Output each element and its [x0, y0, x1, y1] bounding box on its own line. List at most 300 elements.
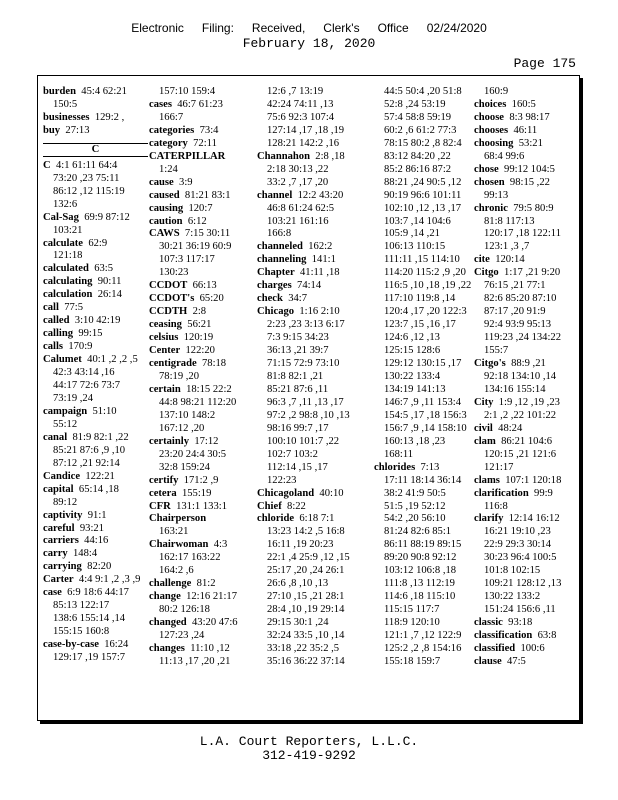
index-refs: 12:16 21:17 [186, 591, 237, 603]
index-continuation: 42:3 43:14 ,16 [53, 367, 115, 379]
index-term: carrying [43, 561, 82, 573]
index-entry [257, 190, 365, 203]
footer-company: L.A. Court Reporters, L.L.C. [199, 734, 419, 749]
index-term: cases [149, 98, 172, 110]
index-continuation: 86:12 ,12 115:19 [53, 185, 125, 197]
index-continuation: 30:21 36:19 60:9 [159, 241, 232, 253]
index-entry [474, 513, 576, 526]
index-term: calling [43, 328, 74, 340]
index-continuation: 164:2 ,6 [159, 565, 194, 577]
index-entry [149, 190, 249, 203]
index-refs: 56:21 [187, 319, 212, 331]
index-refs: 11:10 ,12 [190, 642, 230, 654]
index-continuation: 17:11 18:14 36:14 [384, 474, 462, 486]
index-continuation: 82:6 85:20 87:10 [484, 293, 557, 305]
index-continuation: 125:2 ,2 ,8 154:16 [384, 642, 462, 654]
index-continuation: 89:12 [53, 496, 78, 508]
index-continuation: 156:7 ,9 ,14 158:10 [384, 422, 467, 434]
index-refs: 46:7 61:23 [177, 98, 223, 110]
index-entry [149, 138, 249, 151]
index-refs: 88:9 ,21 [511, 358, 546, 370]
index-refs: 8:3 98:17 [509, 111, 550, 123]
index-continuation: 30:23 96:4 100:5 [484, 552, 557, 564]
index-continuation: 60:2 ,6 61:2 77:3 [384, 124, 457, 136]
index-entry [149, 617, 249, 630]
index-term: certain [149, 383, 181, 395]
index-term: Cal-Sag [43, 211, 79, 223]
index-continuation: 121:18 [53, 250, 83, 262]
index-entry [474, 397, 576, 410]
index-term: caution [149, 215, 183, 227]
index-entry [257, 306, 365, 319]
index-continuation: 105:9 ,14 ,21 [384, 228, 440, 240]
index-entry [149, 643, 249, 656]
index-term: cite [474, 254, 490, 266]
index-term: choosing [474, 137, 514, 149]
index-term: clams [474, 474, 500, 486]
index-entry [43, 86, 146, 99]
index-continuation: 111:11 ,15 114:10 [384, 254, 460, 266]
index-column-2 [149, 86, 249, 669]
index-continuation: 163:21 [159, 526, 189, 538]
index-continuation: 36:13 ,21 39:7 [267, 345, 329, 357]
index-continuation: 154:5 ,17 ,18 156:3 [384, 409, 467, 421]
index-term: carry [43, 548, 68, 560]
index-entry [149, 591, 249, 604]
stamp-word: Filing: [201, 21, 234, 35]
index-refs: 46:11 [513, 124, 538, 136]
index-continuation: 168:11 [384, 448, 414, 460]
index-term: classic [474, 617, 503, 629]
index-continuation: 115:15 117:7 [384, 604, 440, 616]
index-continuation: 51:5 ,19 52:12 [384, 500, 446, 512]
index-refs: 120:14 [495, 254, 525, 266]
index-continuation: 116:8 [484, 500, 508, 512]
index-continuation: 162:17 163:22 [159, 552, 221, 564]
index-entry [43, 212, 146, 225]
index-continuation: 129:17 ,19 157:7 [53, 652, 126, 664]
index-refs: 4:1 61:11 64:4 [55, 159, 118, 171]
index-term: changes [149, 642, 185, 654]
index-term: caused [149, 189, 180, 201]
index-continuation: 120:17 ,18 122:11 [484, 228, 562, 240]
index-entry [43, 160, 146, 173]
index-entry [43, 238, 146, 251]
index-term: chlorides [374, 461, 416, 473]
index-continuation: 121:1 ,7 ,12 122:9 [384, 630, 462, 642]
index-term: choose [474, 111, 505, 123]
index-continuation: 13:23 14:2 ,5 16:8 [267, 526, 345, 538]
index-refs: 99:15 [78, 328, 103, 340]
index-entry [149, 578, 249, 591]
index-refs: 81:2 [196, 578, 216, 590]
filing-date: February 18, 2020 [242, 36, 376, 51]
index-term: calculating [43, 276, 93, 288]
index-refs: 120:19 [183, 332, 214, 344]
index-refs: 47:5 [506, 655, 526, 667]
page-number: Page 175 [513, 56, 576, 71]
index-entry [474, 164, 576, 177]
index-continuation: 2:18 30:13 ,22 [267, 163, 329, 175]
index-continuation: 130:22 133:2 [484, 591, 541, 603]
index-refs: 12:2 43:20 [297, 189, 344, 201]
index-entry [474, 177, 576, 190]
index-continuation: 11:13 ,17 ,20 ,21 [159, 655, 231, 667]
index-refs: 171:2 ,9 [183, 474, 219, 486]
index-entry [43, 561, 146, 574]
index-refs: 86:21 104:6 [501, 435, 552, 447]
index-term: calls [43, 341, 64, 353]
index-refs: 148:4 [73, 548, 98, 560]
index-term: clarification [474, 487, 529, 499]
index-entry [474, 358, 576, 371]
index-refs: 170:9 [68, 341, 93, 353]
index-continuation: 117:10 119:8 ,14 [384, 293, 456, 305]
index-refs: 77:5 [64, 302, 84, 314]
index-term: clarify [474, 513, 504, 525]
index-term: category [149, 137, 188, 149]
index-entry [149, 475, 249, 488]
index-entry [474, 112, 576, 125]
index-refs: 65:20 [199, 293, 224, 305]
index-term: choices [474, 98, 507, 110]
index-term: Citgo's [474, 358, 506, 370]
index-continuation: 114:6 ,18 115:10 [384, 591, 456, 603]
index-entry [43, 328, 146, 341]
index-entry [43, 263, 146, 276]
index-entry [149, 501, 249, 514]
index-refs: 3:9 [179, 176, 193, 188]
index-continuation: 155:7 [484, 345, 509, 357]
index-continuation: 160:9 [484, 86, 509, 97]
index-continuation: 103:21 [53, 224, 83, 236]
index-term: Chicago [257, 306, 295, 318]
index-term: CCDOT's [149, 293, 195, 305]
index-continuation: 89:20 90:8 92:12 [384, 552, 457, 564]
index-entry [257, 280, 365, 293]
index-continuation: 88:21 ,24 90:5 ,12 [384, 176, 462, 188]
index-entry [149, 216, 249, 229]
index-continuation: 85:13 122:17 [53, 600, 110, 612]
index-entry [474, 643, 576, 656]
index-column-1 [43, 86, 146, 665]
index-refs: 131:1 133:1 [176, 500, 227, 512]
index-continuation: 102:10 ,12 ,13 ,17 [384, 202, 462, 214]
index-continuation: 35:16 36:22 37:14 [267, 655, 345, 667]
index-entry [149, 280, 249, 293]
index-term: City [474, 396, 494, 408]
index-term: certify [149, 474, 179, 486]
index-continuation: 1:24 [159, 163, 178, 175]
stamp-word: Received, [251, 21, 306, 35]
index-continuation: 68:4 99:6 [484, 150, 525, 162]
index-continuation: 16:21 19:10 ,23 [484, 526, 551, 538]
index-refs: 99:9 [534, 487, 553, 499]
index-continuation: 57:4 58:8 59:19 [384, 111, 452, 123]
index-continuation: 127:23 ,24 [159, 630, 205, 642]
index-continuation: 92:18 134:10 ,14 [484, 370, 557, 382]
index-continuation: 157:10 159:4 [159, 86, 216, 97]
index-refs: 3:10 42:19 [74, 315, 121, 327]
index-continuation: 121:17 [484, 461, 514, 473]
index-term: carriers [43, 535, 79, 547]
index-entry [474, 475, 576, 488]
index-refs: 43:20 47:6 [191, 617, 238, 629]
index-continuation: 22:9 29:3 30:14 [484, 539, 552, 551]
index-term: cause [149, 176, 174, 188]
index-refs: 73:4 [199, 124, 219, 136]
index-continuation: 98:16 99:7 ,17 [267, 422, 329, 434]
index-continuation: 132:6 [53, 198, 78, 210]
index-term: buy [43, 124, 61, 136]
index-entry [374, 462, 474, 475]
index-refs: 6:18 7:1 [299, 513, 335, 525]
index-continuation: 87:12 ,21 92:14 [53, 457, 120, 469]
index-entry [257, 241, 365, 254]
index-term: CATERPILLAR [149, 150, 226, 162]
index-refs: 4:4 9:1 ,2 ,3 ,9 [78, 574, 141, 586]
index-continuation: 103:7 ,14 104:6 [384, 215, 451, 227]
index-refs: 63:8 [537, 630, 557, 642]
index-continuation: 92:4 93:9 95:13 [484, 319, 552, 331]
index-entry [474, 267, 576, 280]
index-continuation: 116:5 ,10 ,18 ,19 ,22 [384, 280, 472, 292]
index-term: challenge [149, 578, 192, 590]
index-continuation: 124:6 ,12 ,13 [384, 332, 440, 344]
index-entry [149, 345, 249, 358]
index-refs: 65:14 ,18 [78, 483, 119, 495]
index-continuation: 128:21 142:2 ,16 [267, 137, 340, 149]
index-continuation: 118:9 120:10 [384, 617, 440, 629]
index-continuation: 90:19 96:6 101:11 [384, 189, 462, 201]
index-continuation: 81:8 117:13 [484, 215, 535, 227]
index-continuation: 73:20 ,23 75:11 [53, 172, 120, 184]
index-term: Citgo [474, 267, 499, 279]
index-term: called [43, 315, 70, 327]
index-continuation: 52:8 ,24 53:19 [384, 98, 446, 110]
index-continuation: 155:18 159:7 [384, 655, 441, 667]
index-refs: 66:13 [192, 280, 217, 292]
index-term: Center [149, 345, 181, 357]
index-refs: 69:9 87:12 [84, 211, 130, 223]
index-term: Channahon [257, 150, 310, 162]
index-term: channeled [257, 241, 303, 253]
index-term: Chief [257, 500, 282, 512]
index-continuation: 42:24 74:11 ,13 [267, 98, 334, 110]
index-continuation: 107:3 117:17 [159, 254, 215, 266]
index-refs: 2:8 [192, 306, 207, 318]
index-continuation: 81:8 82:1 ,21 [267, 370, 324, 382]
index-refs: 7:13 [420, 461, 440, 473]
index-refs: 63:5 [94, 263, 114, 275]
index-refs: 78:18 [201, 358, 227, 370]
index-term: chose [474, 163, 499, 175]
index-refs: 120:7 [188, 202, 213, 214]
index-entry [149, 513, 249, 526]
index-continuation: 28:4 ,10 ,19 29:14 [267, 604, 345, 616]
index-entry [257, 488, 365, 501]
index-entry [149, 539, 249, 552]
index-entry [149, 125, 249, 138]
index-continuation: 138:6 155:14 ,14 [53, 613, 126, 625]
index-term: change [149, 591, 181, 603]
index-refs: 100:6 [520, 642, 545, 654]
index-term: classified [474, 642, 516, 654]
index-continuation: 73:19 ,24 [53, 392, 94, 404]
index-continuation: 7:3 9:15 34:23 [267, 332, 329, 344]
index-term: case-by-case [43, 639, 99, 651]
index-term: causing [149, 202, 184, 214]
index-continuation: 112:14 ,15 ,17 [267, 461, 328, 473]
index-refs: 1:9 ,12 ,19 ,23 [498, 396, 560, 408]
index-entry [257, 151, 365, 164]
index-continuation: 33:18 ,22 35:2 ,5 [267, 642, 340, 654]
index-continuation: 23:20 24:4 30:5 [159, 448, 227, 460]
section-letter: C [43, 143, 148, 157]
index-term: burden [43, 86, 76, 97]
index-term: calculation [43, 289, 93, 301]
index-entry [149, 319, 249, 332]
index-entry [474, 617, 576, 630]
index-entry [149, 228, 249, 241]
index-entry [474, 125, 576, 138]
index-refs: 155:19 [181, 487, 212, 499]
index-refs: 8:22 [287, 500, 306, 512]
index-term: chosen [474, 176, 505, 188]
index-term: CAWS [149, 228, 180, 240]
index-entry [149, 306, 249, 319]
index-entry [43, 276, 146, 289]
index-continuation: 44:17 72:6 73:7 [53, 380, 121, 392]
index-continuation: 103:12 106:8 ,18 [384, 565, 457, 577]
index-term: Chairwoman [149, 539, 209, 551]
index-continuation: 130:23 [159, 267, 189, 279]
index-continuation: 33:2 ,7 ,17 ,20 [267, 176, 329, 188]
index-continuation: 150:5 [53, 98, 78, 110]
index-term: campaign [43, 405, 88, 417]
index-continuation: 97:2 ,2 98:8 ,10 ,13 [267, 409, 350, 421]
index-entry [474, 436, 576, 449]
index-refs: 107:1 120:18 [505, 474, 562, 486]
index-refs: 40:10 [319, 487, 344, 499]
index-term: capital [43, 483, 74, 495]
index-refs: 160:5 [511, 98, 536, 110]
index-entry [149, 488, 249, 501]
index-continuation: 119:23 ,24 134:22 [484, 332, 562, 344]
index-continuation: 130:22 133:4 [384, 370, 441, 382]
index-term: changed [149, 617, 187, 629]
index-refs: 122:20 [185, 345, 215, 357]
index-refs: 82:20 [87, 561, 112, 573]
index-entry [474, 99, 576, 112]
index-term: Chicagoland [257, 487, 315, 499]
index-entry [43, 471, 146, 484]
index-continuation: 55:12 [53, 418, 78, 430]
stamp-word: 02/24/2020 [426, 21, 487, 35]
index-entry [43, 289, 146, 302]
index-refs: 72:11 [193, 137, 217, 149]
index-entry [43, 406, 146, 419]
index-refs: 7:15 30:11 [184, 228, 231, 240]
index-term: categories [149, 124, 195, 136]
index-continuation: 122:23 [267, 474, 297, 486]
index-continuation: 54:2 ,20 56:10 [384, 513, 446, 525]
index-refs: 1:17 ,21 9:20 [504, 267, 561, 279]
index-entry [149, 384, 249, 397]
index-continuation: 87:17 ,20 91:9 [484, 306, 546, 318]
index-continuation: 166:8 [267, 228, 292, 240]
index-refs: 6:9 18:6 44:17 [67, 587, 129, 599]
index-entry [474, 630, 576, 643]
index-continuation: 125:15 128:6 [384, 345, 441, 357]
index-refs: 27:13 [65, 124, 90, 136]
index-refs: 141:1 [311, 254, 336, 266]
index-refs: 34:7 [288, 293, 308, 305]
index-entry [149, 332, 249, 345]
index-refs: 51:10 [92, 405, 117, 417]
index-continuation: 86:11 88:19 89:15 [384, 539, 462, 551]
index-continuation: 96:3 ,7 ,11 ,13 ,17 [267, 396, 344, 408]
index-refs: 41:11 ,18 [299, 267, 340, 279]
index-continuation: 127:14 ,17 ,18 ,19 [267, 124, 345, 136]
index-continuation: 99:13 [484, 189, 509, 201]
index-entry [43, 112, 146, 125]
index-refs: 26:14 [97, 289, 122, 301]
index-continuation: 85:21 87:6 ,11 [267, 383, 329, 395]
index-continuation: 85:2 86:16 87:2 [384, 163, 452, 175]
index-entry [257, 513, 365, 526]
index-entry [474, 203, 576, 216]
index-entry [43, 574, 146, 587]
index-entry [43, 548, 146, 561]
index-entry [43, 341, 146, 354]
stamp-word: Clerk's [323, 21, 360, 35]
index-refs: 2:8 ,18 [315, 150, 345, 162]
index-continuation: 75:6 92:3 107:4 [267, 111, 335, 123]
index-term: channeling [257, 254, 307, 266]
stamp-word: Electronic [131, 21, 184, 35]
index-refs: 6:12 [187, 215, 207, 227]
index-term: clause [474, 655, 502, 667]
index-continuation: 85:21 87:6 ,9 ,10 [53, 444, 126, 456]
index-entry [149, 177, 249, 190]
index-continuation: 46:8 61:24 62:5 [267, 202, 335, 214]
index-continuation: 155:15 160:8 [53, 626, 110, 638]
index-column-3 [257, 86, 365, 669]
index-term: C [43, 159, 51, 171]
index-term: captivity [43, 509, 83, 521]
index-term: businesses [43, 111, 90, 123]
index-continuation: 83:12 84:20 ,22 [384, 150, 451, 162]
index-term: Calumet [43, 354, 82, 366]
index-continuation: 71:15 72:9 73:10 [267, 358, 340, 370]
index-term: chronic [474, 202, 508, 214]
index-refs: 40:1 ,2 ,2 ,5 [87, 354, 138, 366]
index-continuation: 167:12 ,20 [159, 422, 205, 434]
index-term: Chairperson [149, 513, 207, 525]
index-term: channel [257, 189, 293, 201]
footer-phone: 312-419-9292 [262, 748, 356, 763]
index-continuation: 32:8 159:24 [159, 461, 210, 473]
index-continuation: 120:15 ,21 121:6 [484, 448, 557, 460]
index-entry [43, 432, 146, 445]
index-continuation: 25:17 ,20 ,24 26:1 [267, 565, 345, 577]
index-term: case [43, 587, 62, 599]
index-entry [149, 99, 249, 112]
index-term: celsius [149, 332, 179, 344]
index-entry [149, 151, 249, 164]
index-continuation: 114:20 115:2 ,9 ,20 [384, 267, 466, 279]
